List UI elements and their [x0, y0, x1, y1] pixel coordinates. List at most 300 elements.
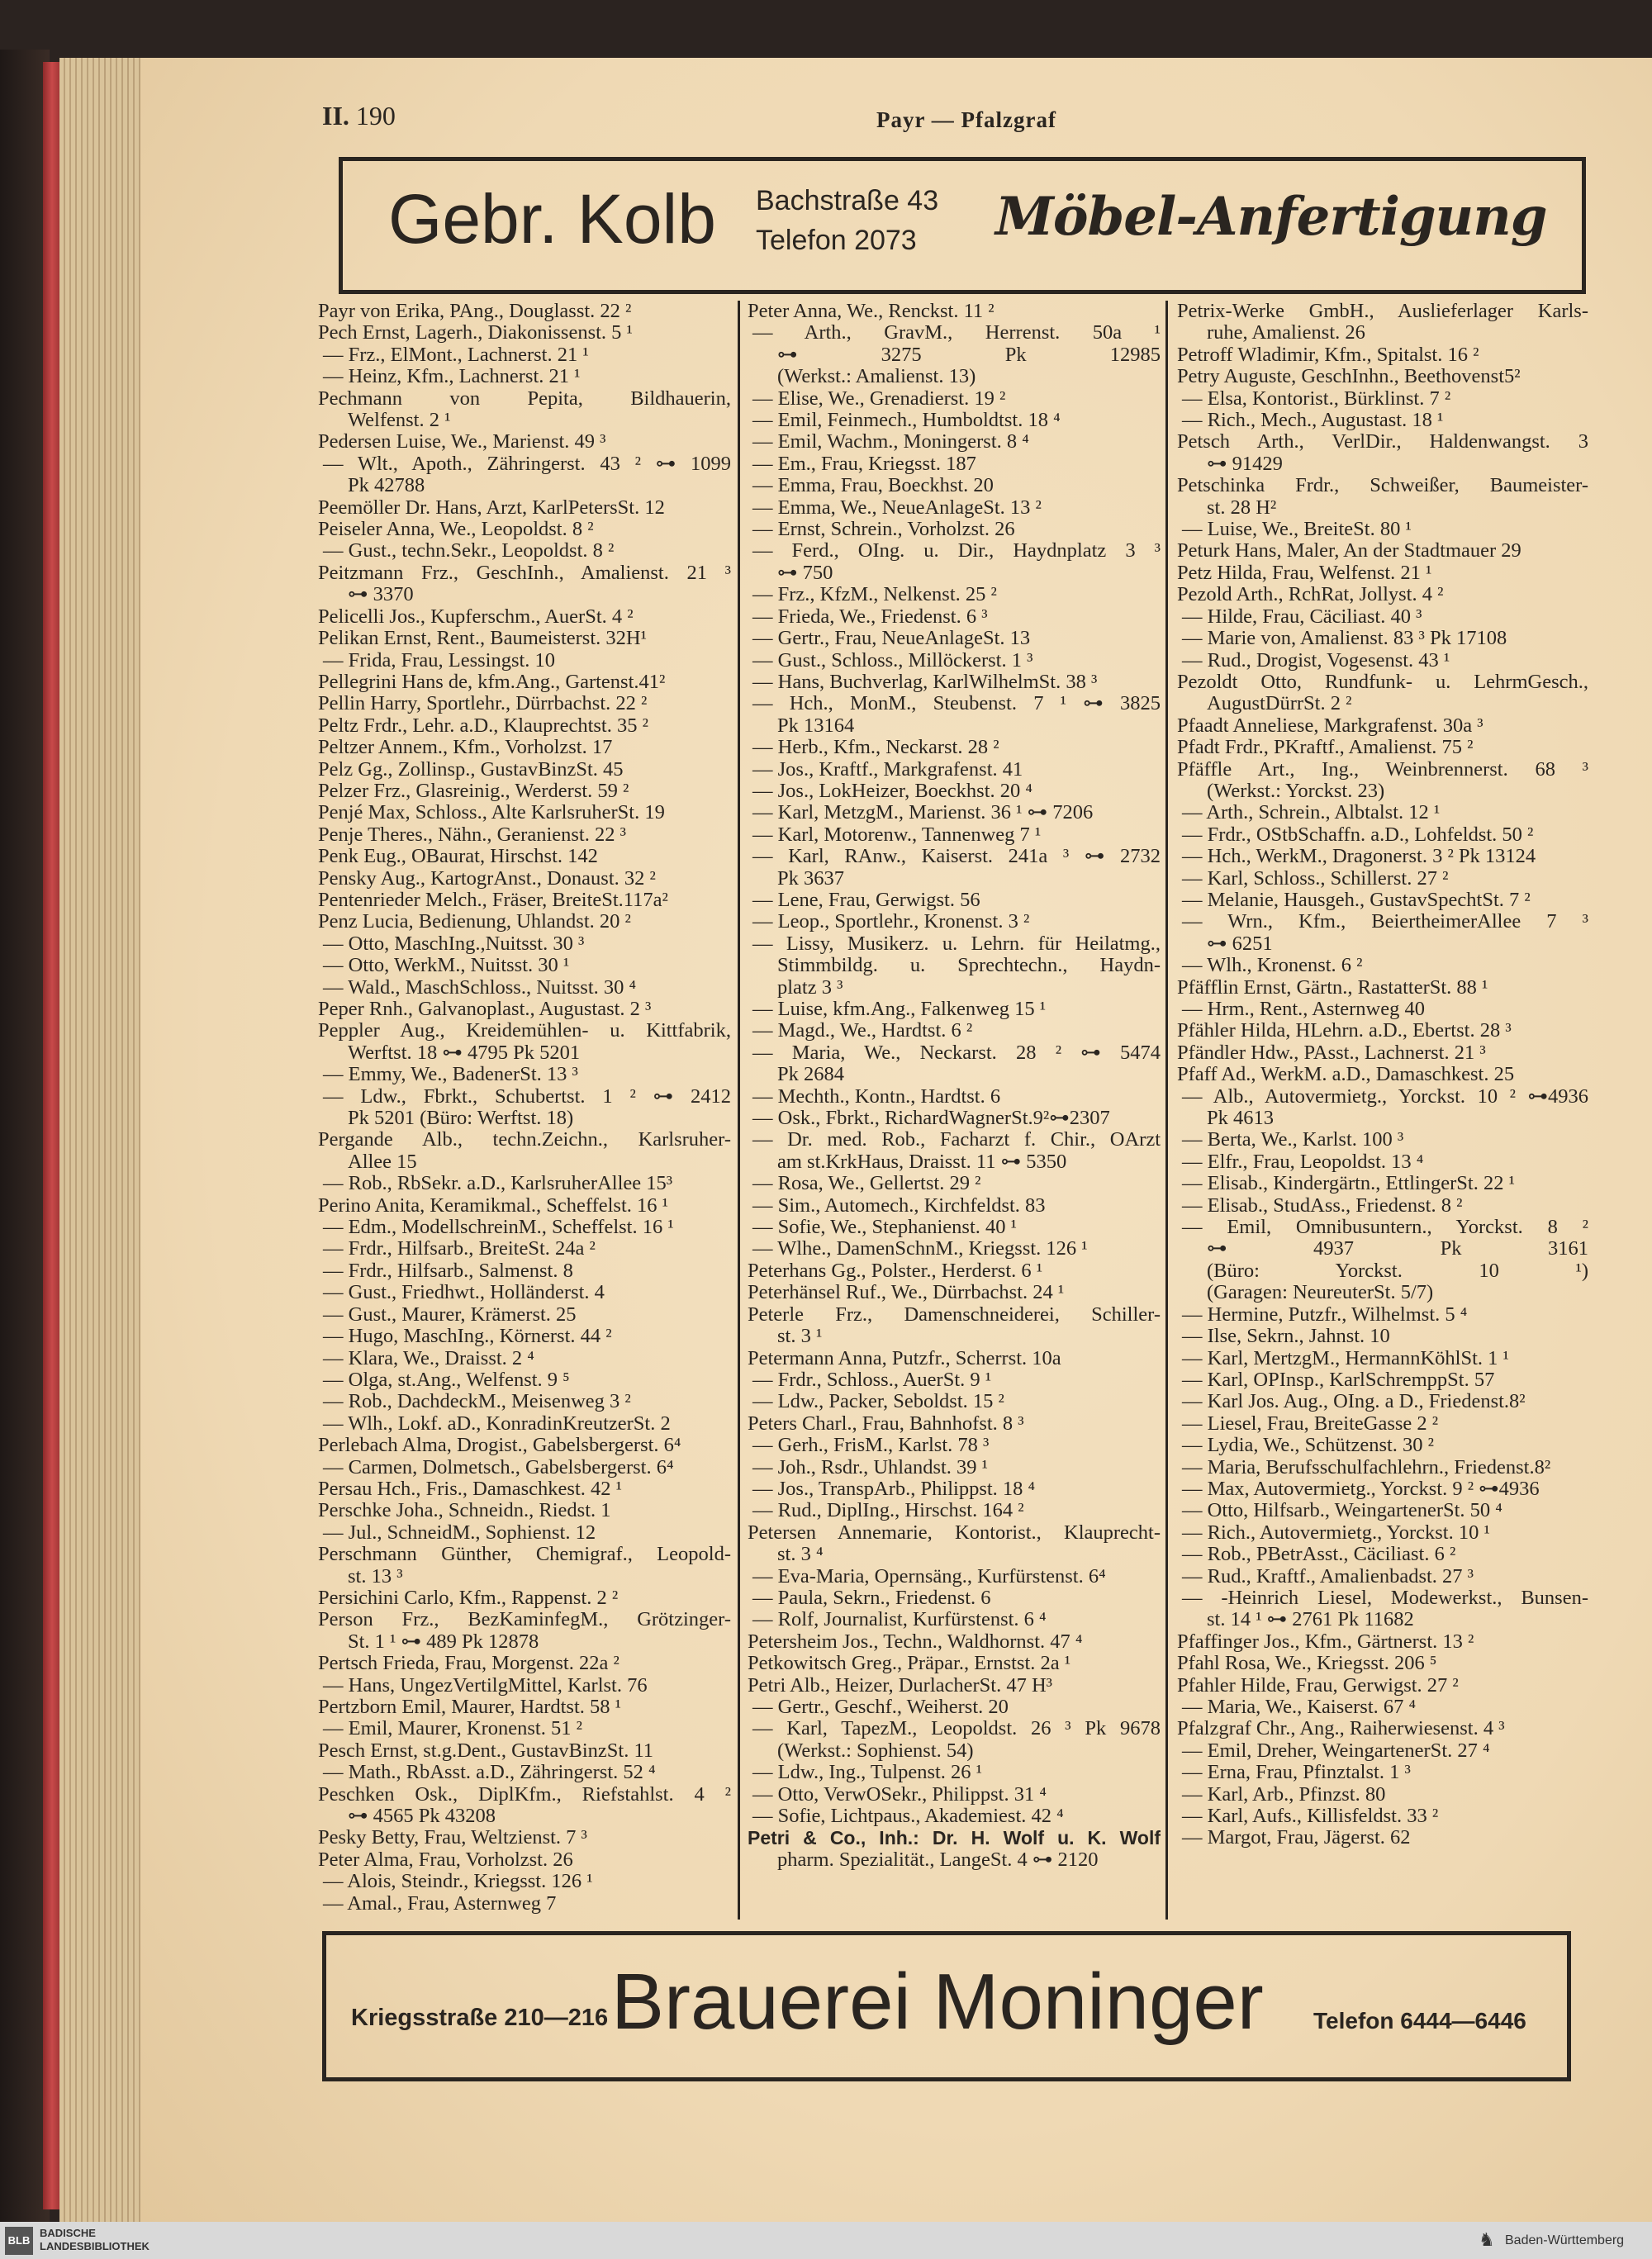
entry-line: — Hans, UngezVertilgMittel, Karlst. 76 — [323, 1674, 648, 1697]
directory-entry — [748, 540, 1161, 584]
directory-entry — [1177, 1086, 1588, 1130]
directory-entry — [318, 1827, 731, 1848]
entry-line: — Jos., LokHeizer, Boeckhst. 20 ⁴ — [752, 780, 1032, 802]
entry-line: — Frdr., Schloss., AuerSt. 9 ¹ — [752, 1369, 992, 1391]
entry-line: — Wlhe., DamenSchnM., Kriegsst. 126 ¹ — [752, 1238, 1088, 1260]
directory-entry — [318, 1435, 731, 1456]
entry-line: — Rob., PBetrAsst., Cäciliast. 6 ² — [1182, 1544, 1456, 1566]
entry-line: Petkowitsch Greg., Präpar., Ernstst. 2a ¹ — [748, 1653, 1071, 1675]
directory-entry — [318, 672, 731, 693]
entry-line: Pfäfflin Ernst, Gärtn., RastatterSt. 88 ¹ — [1177, 976, 1488, 999]
entry-line: Penjé Max, Schloss., Alte KarlsruherSt. 19 — [318, 802, 665, 824]
entry-line: Persichini Carlo, Kfm., Rappenst. 2 ² — [318, 1587, 619, 1609]
entry-line: — Otto, WerkM., Nuitsst. 30 ¹ — [323, 955, 570, 977]
entry-line: Perschmann Günther, Chemigraf., Leopold- — [318, 1544, 731, 1566]
advertisement-kolb — [339, 157, 1586, 294]
entry-line: — Otto, Hilfsarb., WeingartenerSt. 50 ⁴ — [1182, 1500, 1502, 1522]
directory-entry — [1177, 1522, 1588, 1544]
entry-line: — Erna, Frau, Pfinztalst. 1 ³ — [1182, 1762, 1411, 1784]
directory-entry — [1177, 366, 1588, 387]
entry-line: Pfahler Hilde, Frau, Gerwigst. 27 ² — [1177, 1674, 1459, 1697]
entry-line: Peppler Aug., Kreidemühlen- u. Kittfabrik, — [318, 1020, 731, 1042]
entry-line: Petri Alb., Heizer, DurlacherSt. 47 H³ — [748, 1674, 1053, 1697]
entry-line: — Wald., MaschSchloss., Nuitsst. 30 ⁴ — [323, 976, 637, 999]
ad-phone: Telefon 6444—6446 — [1313, 2008, 1526, 2034]
entry-continuation-line: ⊶ 3370 — [348, 584, 414, 606]
directory-entry — [318, 1195, 731, 1217]
directory-entry — [1177, 1544, 1588, 1565]
entry-continuation-line: AugustDürrSt. 2 ² — [1207, 693, 1352, 715]
directory-entry — [1177, 890, 1588, 911]
entry-line: Peemöller Dr. Hans, Arzt, KarlPetersSt. 12 — [318, 496, 665, 519]
entry-continuation-line: (Werkst.: Yorckst. 23) — [1207, 780, 1385, 802]
directory-entry — [748, 1129, 1161, 1173]
entry-line: — Heinz, Kfm., Lachnerst. 21 ¹ — [323, 366, 581, 388]
entry-line: — Elisab., Kindergärtn., EttlingerSt. 22 ¹ — [1182, 1173, 1515, 1195]
directory-entry — [318, 715, 731, 737]
directory-entry — [748, 519, 1161, 540]
entry-line: Peltzer Annem., Kfm., Vorholzst. 17 — [318, 737, 613, 759]
entry-line: — Marie von, Amalienst. 83 ³ Pk 17108 — [1182, 628, 1507, 650]
entry-line: — Hans, Buchverlag, KarlWilhelmSt. 38 ³ — [752, 671, 1098, 693]
entry-continuation-line: st. 3 ¹ — [777, 1326, 823, 1348]
directory-entry — [1177, 1129, 1588, 1151]
directory-entry — [1177, 868, 1588, 890]
ad-contact — [756, 181, 938, 260]
directory-entry — [748, 1217, 1161, 1238]
entry-line: Peterle Frz., Damenschneiderei, Schiller- — [748, 1303, 1161, 1326]
entry-line: — Karl, Motorenw., Tannenweg 7 ¹ — [752, 823, 1042, 846]
library-name-line1: BADISCHE — [40, 2227, 96, 2239]
directory-entry — [748, 497, 1161, 519]
directory-entry — [748, 933, 1161, 999]
entry-line: — Liesel, Frau, BreiteGasse 2 ² — [1182, 1412, 1439, 1435]
entry-line: Peterhans Gg., Polster., Herderst. 6 ¹ — [748, 1260, 1043, 1282]
entry-line: — Rob., DachdeckM., Meisenweg 3 ² — [323, 1391, 631, 1413]
directory-entry — [1177, 1348, 1588, 1369]
entry-line: — Karl, Aufs., Killisfeldst. 33 ² — [1182, 1806, 1439, 1828]
entry-line: Petri & Co., Inh.: Dr. H. Wolf u. K. Wolf — [748, 1827, 1161, 1849]
entry-line: Petz Hilda, Frau, Welfenst. 21 ¹ — [1177, 562, 1432, 584]
directory-entry — [318, 890, 731, 911]
entry-continuation-line: ⊶ 6251 — [1207, 933, 1273, 955]
advertisement-moninger — [322, 1931, 1571, 2081]
directory-entry — [318, 1849, 731, 1871]
directory-entry — [748, 1413, 1161, 1435]
entry-line: — Mechth., Kontn., Hardtst. 6 — [752, 1085, 1001, 1108]
directory-entry — [748, 846, 1161, 890]
directory-entry — [1177, 911, 1588, 955]
entry-line: — Ldw., Packer, Seboldst. 15 ² — [752, 1391, 1004, 1413]
directory-entry — [748, 453, 1161, 475]
entry-line: Peper Rnh., Galvanoplast., Augustast. 2 ³ — [318, 999, 652, 1020]
directory-entry — [1177, 1326, 1588, 1347]
entry-continuation-line: ⊶ 4937 Pk 3161 — [1207, 1238, 1588, 1260]
entry-line: — Leop., Sportlehr., Kronenst. 3 ² — [752, 911, 1030, 933]
directory-entry — [748, 737, 1161, 758]
directory-entry — [318, 999, 731, 1020]
directory-entry — [318, 1740, 731, 1762]
directory-entry — [1177, 410, 1588, 431]
directory-entry — [318, 693, 731, 714]
directory-entry — [748, 693, 1161, 737]
entry-line: — Dr. med. Rob., Facharzt f. Chir., OArzt — [752, 1129, 1161, 1151]
directory-entry — [748, 1522, 1161, 1566]
entry-line: — Gertr., Frau, NeueAnlageSt. 13 — [752, 628, 1031, 650]
entry-continuation-line: St. 1 ¹ ⊶ 489 Pk 12878 — [348, 1630, 539, 1653]
entry-line: — Sim., Automech., Kirchfeldst. 83 — [752, 1194, 1046, 1217]
entry-line: Petry Auguste, GeschInhn., Beethovenst5² — [1177, 366, 1521, 388]
directory-entry — [748, 650, 1161, 672]
directory-entry — [318, 802, 731, 823]
entry-line: Peitzmann Frz., GeschInh., Amalienst. 21 ³ — [318, 562, 731, 584]
entry-line: — Wlh., Kronenst. 6 ² — [1182, 955, 1363, 977]
entry-line: Pezold Arth., RchRat, Jollyst. 4 ² — [1177, 584, 1444, 606]
directory-entry — [1177, 1064, 1588, 1085]
library-name-line2: LANDESBIBLIOTHEK — [40, 2240, 150, 2252]
directory-entry — [318, 1238, 731, 1260]
column-divider — [1165, 301, 1168, 1920]
entry-line: — Karl, Arb., Pfinzst. 80 — [1182, 1783, 1386, 1806]
directory-entry — [318, 540, 731, 562]
entry-line: Pedersen Luise, We., Marienst. 49 ³ — [318, 431, 606, 453]
blb-logo[interactable]: BLB — [5, 2227, 33, 2255]
page-number-value: 190 — [355, 101, 396, 131]
entry-line: Penz Lucia, Bedienung, Uhlandst. 20 ² — [318, 911, 631, 933]
directory-entry — [748, 301, 1161, 322]
entry-line: — Karl Jos. Aug., OIng. a D., Friedenst.8² — [1182, 1391, 1526, 1413]
directory-entry — [318, 650, 731, 672]
entry-line: — Paula, Sekrn., Friedenst. 6 — [752, 1587, 991, 1609]
directory-entry — [318, 1260, 731, 1282]
ad-address: Bachstraße 43 — [756, 185, 939, 216]
entry-line: Pelzer Frz., Glasreinig., Werderst. 59 ² — [318, 780, 629, 802]
entry-continuation-line: ⊶ 3275 Pk 12985 — [777, 344, 1161, 366]
directory-entry — [1177, 1151, 1588, 1173]
entry-line: Pezoldt Otto, Rundfunk- u. LehrmGesch., — [1177, 671, 1588, 693]
directory-column-1 — [318, 301, 731, 1920]
directory-entry — [318, 366, 731, 387]
entry-line: — Elise, We., Grenadierst. 19 ² — [752, 387, 1006, 410]
directory-entry — [318, 1893, 731, 1915]
entry-line: — Gust., techn.Sekr., Leopoldst. 8 ² — [323, 540, 615, 562]
entry-line: — Hch., MonM., Steubenst. 7 ¹ ⊶ 3825 — [752, 693, 1161, 715]
directory-entry — [748, 999, 1161, 1020]
directory-entry — [748, 781, 1161, 802]
directory-entry — [1177, 1718, 1588, 1739]
entry-line: Pesky Betty, Frau, Weltzienst. 7 ³ — [318, 1827, 587, 1849]
entry-line: — Karl, Schloss., Schillerst. 27 ² — [1182, 867, 1449, 890]
directory-entry — [1177, 1631, 1588, 1653]
directory-entry — [748, 1653, 1161, 1674]
entry-line: — Frdr., Hilfsarb., BreiteSt. 24a ² — [323, 1238, 596, 1260]
entry-continuation-line: pharm. Spezialität., LangeSt. 4 ⊶ 2120 — [777, 1848, 1099, 1871]
directory-entry — [748, 1348, 1161, 1369]
entry-continuation-line: Werftst. 18 ⊶ 4795 Pk 5201 — [348, 1042, 581, 1064]
directory-entry — [1177, 431, 1588, 475]
directory-entry — [318, 1217, 731, 1238]
entry-line: — Alb., Autovermietg., Yorckst. 10 ² ⊶4936 — [1182, 1085, 1588, 1108]
directory-entry — [748, 1806, 1161, 1827]
entry-line: Pellegrini Hans de, kfm.Ang., Gartenst.41² — [318, 671, 666, 693]
entry-line: — Ldw., Ing., Tulpenst. 26 ¹ — [752, 1762, 983, 1784]
entry-line: Peschken Osk., DiplKfm., Riefstahlst. 4 ² — [318, 1783, 731, 1806]
directory-entry — [748, 1675, 1161, 1697]
directory-entry — [748, 890, 1161, 911]
directory-entry — [1177, 1697, 1588, 1718]
entry-line: — Osk., Fbrkt., RichardWagnerSt.9²⊶2307 — [752, 1108, 1110, 1130]
directory-entry — [318, 1391, 731, 1412]
directory-entry — [1177, 1653, 1588, 1674]
entry-line: Pesch Ernst, st.g.Dent., GustavBinzSt. 11 — [318, 1739, 654, 1762]
directory-entry — [318, 1784, 731, 1828]
directory-entry — [1177, 1042, 1588, 1064]
directory-entry — [1177, 1478, 1588, 1500]
entry-continuation-line: st. 3 ⁴ — [777, 1544, 824, 1566]
entry-line: — Luise, We., BreiteSt. 80 ¹ — [1182, 519, 1412, 541]
directory-entry — [318, 1348, 731, 1369]
directory-entry — [1177, 606, 1588, 628]
directory-entry — [318, 1129, 731, 1173]
entry-continuation-line: Pk 2684 — [777, 1064, 845, 1086]
entry-line: — Karl, MertzgM., HermannKöhlSt. 1 ¹ — [1182, 1347, 1509, 1369]
directory-entry — [748, 1260, 1161, 1282]
entry-line: — Ilse, Sekrn., Jahnst. 10 — [1182, 1326, 1390, 1348]
directory-entry — [1177, 1457, 1588, 1478]
directory-entry — [318, 453, 731, 497]
directory-entry — [748, 1086, 1161, 1108]
directory-entry — [748, 1500, 1161, 1521]
directory-entry — [748, 1195, 1161, 1217]
directory-entry — [318, 1326, 731, 1347]
directory-entry — [318, 1064, 731, 1085]
directory-entry — [318, 1871, 731, 1892]
directory-entry — [318, 301, 731, 322]
entry-line: — Gust., Maurer, Krämerst. 25 — [323, 1303, 577, 1326]
directory-entry — [318, 737, 731, 758]
directory-entry — [318, 1369, 731, 1391]
entry-line: — Elisab., StudAss., Friedenst. 8 ² — [1182, 1194, 1463, 1217]
directory-entry — [1177, 1500, 1588, 1521]
entry-line: — Wrn., Kfm., BeiertheimerAllee 7 ³ — [1182, 911, 1588, 933]
directory-entry — [1177, 301, 1588, 344]
directory-entry — [748, 802, 1161, 823]
directory-entry — [318, 933, 731, 955]
directory-entry — [1177, 1217, 1588, 1304]
entry-continuation-line: Pk 13164 — [777, 714, 855, 737]
directory-entry — [318, 1718, 731, 1739]
directory-entry — [318, 1653, 731, 1674]
entry-line: Peterhänsel Ruf., We., Dürrbachst. 24 ¹ — [748, 1282, 1065, 1304]
entry-line: Perino Anita, Keramikmal., Scheffelst. 16 ¹ — [318, 1194, 668, 1217]
entry-continuation-line: platz 3 ³ — [777, 976, 843, 999]
directory-entry — [1177, 715, 1588, 737]
directory-entry — [318, 759, 731, 781]
directory-entry — [1177, 1304, 1588, 1326]
entry-line: — Gust., Schloss., Millöckerst. 1 ³ — [752, 649, 1033, 672]
entry-continuation-line: am st.KrkHaus, Draisst. 11 ⊶ 5350 — [777, 1151, 1067, 1173]
directory-entry — [748, 1435, 1161, 1456]
entry-line: — Rolf, Journalist, Kurfürstenst. 6 ⁴ — [752, 1609, 1047, 1631]
entry-continuation-line: ⊶ 91429 — [1207, 453, 1283, 475]
entry-line: — Frdr., Hilfsarb., Salmenst. 8 — [323, 1260, 573, 1282]
entry-continuation-line: (Werkst.: Amalienst. 13) — [777, 366, 976, 388]
entry-line: — Ernst, Schrein., Vorholzst. 26 — [752, 519, 1015, 541]
entry-line: — Melanie, Hausgeh., GustavSpechtSt. 7 ² — [1182, 889, 1531, 911]
entry-line: — Maria, We., Kaiserst. 67 ⁴ — [1182, 1697, 1417, 1718]
directory-entry — [1177, 650, 1588, 672]
entry-line: Pensky Aug., KartogrAnst., Donaust. 32 ² — [318, 867, 656, 890]
directory-entry — [1177, 999, 1588, 1020]
entry-line: Payr von Erika, PAng., Douglasst. 22 ² — [318, 301, 632, 322]
directory-entry — [318, 322, 731, 344]
directory-entry — [748, 1304, 1161, 1348]
entry-line: Person Frz., BezKaminfegM., Grötzinger- — [318, 1609, 731, 1631]
directory-entry — [318, 824, 731, 846]
directory-entry — [748, 1173, 1161, 1194]
entry-line: Pfaffinger Jos., Kfm., Gärtnerst. 13 ² — [1177, 1630, 1474, 1653]
entry-line: — Ferd., OIng. u. Dir., Haydnplatz 3 ³ — [752, 540, 1161, 562]
directory-entry — [318, 1587, 731, 1609]
directory-entry — [318, 781, 731, 802]
entry-continuation-line: Allee 15 — [348, 1151, 417, 1173]
entry-line: — Otto, VerwOSekr., Philippst. 31 ⁴ — [752, 1783, 1047, 1806]
directory-entry — [318, 1020, 731, 1064]
entry-line: Petroff Wladimir, Kfm., Spitalst. 16 ² — [1177, 344, 1479, 366]
directory-entry — [748, 322, 1161, 387]
entry-line: — Rich., Autovermietg., Yorckst. 10 ¹ — [1182, 1521, 1490, 1544]
directory-entry — [1177, 388, 1588, 410]
directory-entry — [1177, 1740, 1588, 1762]
footer-bar — [0, 2222, 1652, 2259]
directory-entry — [748, 1478, 1161, 1500]
entry-line: — Berta, We., Karlst. 100 ³ — [1182, 1129, 1404, 1151]
directory-entry — [1177, 846, 1588, 867]
entry-line: Petermann Anna, Putzfr., Scherrst. 10a — [748, 1347, 1061, 1369]
directory-entry — [748, 1762, 1161, 1783]
entry-line: Pelikan Ernst, Rent., Baumeisterst. 32H¹ — [318, 628, 647, 650]
directory-entry — [318, 1457, 731, 1478]
directory-entry — [1177, 802, 1588, 823]
entry-line: — Hch., WerkM., Dragonerst. 3 ² Pk 13124 — [1182, 846, 1536, 868]
entry-line: — Luise, kfm.Ang., Falkenweg 15 ¹ — [752, 999, 1047, 1020]
entry-line: — Emil, Omnibusuntern., Yorckst. 8 ² — [1182, 1217, 1588, 1239]
entry-line: Petrix-Werke GmbH., Auslieferlager Karls- — [1177, 301, 1588, 322]
directory-entry — [318, 1522, 731, 1544]
ad-slogan: Möbel-Anfertigung — [995, 186, 1547, 248]
entry-line: — Magd., We., Hardtst. 6 ² — [752, 1020, 973, 1042]
entry-line: — Emmy, We., BadenerSt. 13 ³ — [323, 1064, 578, 1086]
entry-line: — Emma, We., NeueAnlageSt. 13 ² — [752, 496, 1042, 519]
entry-line: — Hermine, Putzfr., Wilhelmst. 5 ⁴ — [1182, 1303, 1468, 1326]
entry-line: Peturk Hans, Maler, An der Stadtmauer 29 — [1177, 540, 1521, 562]
ad-company-name: Brauerei Moninger — [611, 1958, 1264, 2046]
entry-line: — Hrm., Rent., Asternweg 40 — [1182, 999, 1425, 1020]
entry-line: — Emil, Maurer, Kronenst. 51 ² — [323, 1718, 582, 1740]
entry-line: — Carmen, Dolmetsch., Gabelsbergerst. 6⁴ — [323, 1456, 674, 1478]
entry-line: — Frz., ElMont., Lachnerst. 21 ¹ — [323, 344, 589, 366]
entry-line: — Lissy, Musikerz. u. Lehrn. für Heilatmg., — [752, 933, 1161, 955]
directory-entry — [1177, 955, 1588, 976]
entry-line: Pertsch Frieda, Frau, Morgenst. 22a ² — [318, 1653, 620, 1675]
lion-crest-icon: ♞ — [1479, 2229, 1495, 2250]
column-divider — [738, 301, 740, 1920]
entry-continuation-line: Pk 42788 — [348, 475, 425, 497]
directory-entry — [748, 1697, 1161, 1718]
entry-line: — Rosa, We., Gellertst. 29 ² — [752, 1173, 981, 1195]
entry-line: — Lene, Frau, Gerwigst. 56 — [752, 889, 980, 911]
directory-entry — [748, 1784, 1161, 1806]
entry-line: — Karl, OPInsp., KarlSchremppSt. 57 — [1182, 1369, 1495, 1391]
entry-line: Petschinka Frdr., Schweißer, Baumeister- — [1177, 475, 1588, 497]
directory-entry — [748, 911, 1161, 933]
directory-entry — [1177, 1762, 1588, 1783]
entry-line: Penk Eug., OBaurat, Hirschst. 142 — [318, 846, 598, 868]
state-name[interactable]: Baden-Württemberg — [1505, 2233, 1625, 2247]
directory-entry — [318, 344, 731, 366]
directory-entry — [748, 1020, 1161, 1042]
entry-line: — Klara, We., Draisst. 2 ⁴ — [323, 1347, 534, 1369]
directory-entry — [748, 388, 1161, 410]
directory-entry — [318, 519, 731, 540]
ad-company-name: Gebr. Kolb — [388, 180, 716, 258]
directory-entry — [748, 410, 1161, 431]
directory-entry — [1177, 672, 1588, 715]
entry-line: — Elsa, Kontorist., Bürklinst. 7 ² — [1182, 387, 1451, 410]
entry-line: — Frz., KfzM., Nelkenst. 25 ² — [752, 584, 997, 606]
entry-continuation-line: Pk 5201 (Büro: Werftst. 18) — [348, 1108, 574, 1130]
entry-line: — Jos., Kraftf., Markgrafenst. 41 — [752, 758, 1023, 781]
directory-entry — [318, 1500, 731, 1521]
entry-line: Pfäffle Art., Ing., Weinbrennerst. 68 ³ — [1177, 758, 1588, 781]
entry-continuation-line: Welfenst. 2 ¹ — [348, 410, 451, 432]
directory-entry — [318, 497, 731, 519]
entry-line: — Rich., Mech., Augustast. 18 ¹ — [1182, 410, 1444, 432]
directory-entry — [318, 628, 731, 649]
directory-entry — [748, 1609, 1161, 1630]
entry-line: — Karl, TapezM., Leopoldst. 26 ³ Pk 9678 — [752, 1718, 1161, 1740]
directory-entry — [1177, 1827, 1588, 1848]
directory-entry — [318, 1478, 731, 1500]
book-spine-edge — [0, 50, 50, 2222]
entry-line: Pech Ernst, Lagerh., Diakonissenst. 5 ¹ — [318, 322, 633, 344]
directory-entry — [1177, 1587, 1588, 1631]
library-name — [40, 2227, 150, 2253]
entry-line: — Olga, st.Ang., Welfenst. 9 ⁵ — [323, 1369, 570, 1391]
directory-entry — [748, 672, 1161, 693]
entry-line: — Sofie, We., Stephanienst. 40 ¹ — [752, 1217, 1017, 1239]
directory-entry — [748, 1718, 1161, 1762]
entry-line: Persau Hch., Fris., Damaschkest. 42 ¹ — [318, 1478, 622, 1500]
entry-line: — Karl, RAnw., Kaiserst. 241a ³ ⊶ 2732 — [752, 846, 1161, 868]
entry-continuation-line: st. 14 ¹ ⊶ 2761 Pk 11682 — [1207, 1609, 1414, 1631]
entry-continuation-line: Pk 3637 — [777, 867, 845, 890]
directory-entry — [318, 977, 731, 999]
directory-entry — [1177, 628, 1588, 649]
entry-line: — Max, Autovermietg., Yorckst. 9 ² ⊶4936 — [1182, 1478, 1540, 1500]
entry-continuation-line: st. 28 H² — [1207, 496, 1277, 519]
ad-phone: Telefon 2073 — [756, 225, 917, 256]
entry-line: — Gerh., FrisM., Karlst. 78 ³ — [752, 1435, 990, 1457]
entry-line: — Emil, Dreher, WeingartenerSt. 27 ⁴ — [1182, 1739, 1490, 1762]
entry-line: Peter Anna, We., Renckst. 11 ² — [748, 301, 995, 322]
ad-address: Kriegsstraße 210—216 — [351, 2005, 609, 2031]
directory-entry — [318, 1544, 731, 1587]
entry-line: Pergande Alb., techn.Zeichn., Karlsruher- — [318, 1129, 731, 1151]
directory-entry — [318, 1173, 731, 1194]
directory-entry — [318, 868, 731, 890]
entry-line: Petsch Arth., VerlDir., Haldenwangst. 3 — [1177, 431, 1588, 453]
